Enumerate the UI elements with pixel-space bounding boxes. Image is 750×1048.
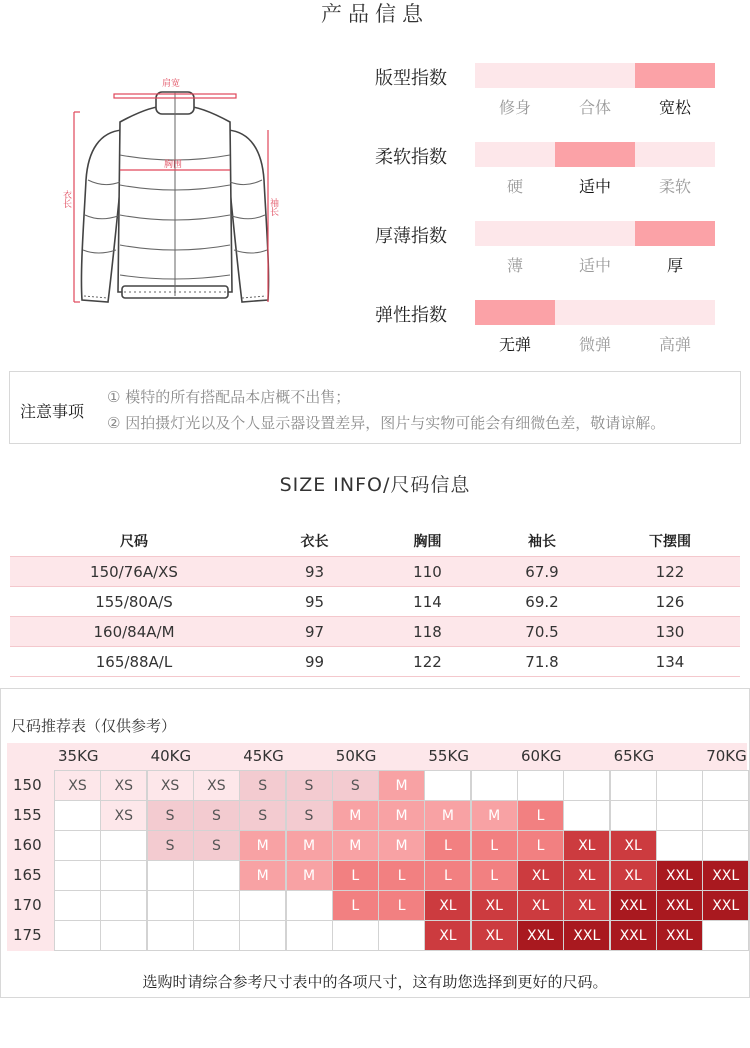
size-table-row — [10, 587, 740, 617]
size-cell — [193, 860, 240, 891]
size-table-header: 衣长 — [258, 526, 371, 557]
size-cell: L — [471, 830, 518, 861]
size-cell — [656, 770, 703, 801]
size-cell — [424, 770, 471, 801]
size-cell: M — [378, 830, 425, 861]
size-cell: M — [239, 860, 286, 891]
size-cell: M — [286, 830, 333, 861]
size-cell — [286, 890, 333, 921]
size-cell: L — [424, 860, 471, 891]
size-cell — [193, 920, 240, 951]
size-cell — [147, 920, 194, 951]
size-cell: L — [332, 860, 379, 891]
size-cell: L — [378, 860, 425, 891]
height-label: 175 — [13, 926, 42, 944]
index-bar-fill — [475, 300, 555, 325]
recommendation-title: 尺码推荐表（仅供参考） — [11, 717, 177, 735]
size-cell — [702, 800, 749, 831]
size-cell: XXL — [563, 920, 610, 951]
size-cell: S — [332, 770, 379, 801]
size-table-cell: 122 — [600, 557, 740, 587]
index-option: 柔软 — [658, 177, 691, 196]
weight-label: 50KG — [335, 747, 377, 765]
size-cell: XXL — [610, 920, 657, 951]
size-cell — [239, 920, 286, 951]
size-table-header: 袖长 — [484, 526, 600, 557]
size-cell — [54, 890, 101, 921]
height-label: 155 — [13, 806, 42, 824]
height-label: 160 — [13, 836, 42, 854]
index-option: 无弹 — [498, 335, 531, 354]
size-cell: XXL — [656, 920, 703, 951]
index-label: 柔软指数 — [375, 147, 447, 168]
size-cell: XL — [424, 920, 471, 951]
index-bar-fill — [555, 142, 635, 167]
size-table-cell: 155/80A/S — [10, 587, 258, 617]
size-table-cell: 99 — [258, 647, 371, 677]
index-options — [475, 332, 715, 355]
size-cell: XS — [100, 770, 147, 801]
size-cell — [100, 890, 147, 921]
size-cell — [286, 920, 333, 951]
size-table-cell: 97 — [258, 617, 371, 647]
index-option: 适中 — [578, 256, 611, 275]
size-cell — [54, 860, 101, 891]
size-table-cell: 134 — [600, 647, 740, 677]
size-table-cell: 126 — [600, 587, 740, 617]
size-cell — [656, 800, 703, 831]
size-cell — [239, 890, 286, 921]
size-cell — [54, 920, 101, 951]
index-option: 合体 — [578, 98, 611, 117]
size-table-cell: 67.9 — [484, 557, 600, 587]
size-cell — [147, 860, 194, 891]
size-table-cell: 93 — [258, 557, 371, 587]
size-cell: M — [239, 830, 286, 861]
index-bar — [475, 221, 715, 246]
size-cell: M — [286, 860, 333, 891]
size-table-cell: 71.8 — [484, 647, 600, 677]
size-cell — [702, 830, 749, 861]
size-cell: XL — [610, 830, 657, 861]
index-bar — [475, 300, 715, 325]
weight-label: 60KG — [521, 747, 562, 765]
size-cell: S — [193, 800, 240, 831]
size-cell: XL — [563, 830, 610, 861]
size-cell: S — [239, 800, 286, 831]
size-cell — [471, 770, 518, 801]
size-cell: XL — [563, 860, 610, 891]
index-option: 薄 — [506, 256, 523, 275]
size-cell — [702, 920, 749, 951]
weight-label: 45KG — [243, 747, 284, 765]
size-table-cell: 122 — [371, 647, 484, 677]
size-cell: XS — [147, 770, 194, 801]
size-cell — [54, 830, 101, 861]
page-title: 产品信息 — [321, 2, 429, 26]
size-cell: M — [471, 800, 518, 831]
index-bar-fill — [635, 63, 715, 88]
size-recommendation — [0, 688, 750, 998]
size-table-cell: 69.2 — [484, 587, 600, 617]
weight-label: 70KG — [706, 747, 747, 765]
index-label: 版型指数 — [375, 68, 447, 89]
size-cell — [563, 800, 610, 831]
size-cell — [610, 770, 657, 801]
size-cell — [100, 830, 147, 861]
size-table-row — [10, 647, 740, 677]
size-cell: M — [332, 800, 379, 831]
size-cell: L — [424, 830, 471, 861]
size-cell: L — [332, 890, 379, 921]
size-cell: S — [147, 800, 194, 831]
size-cell: L — [378, 890, 425, 921]
size-table-cell: 165/88A/L — [10, 647, 258, 677]
size-table — [10, 526, 740, 677]
index-option: 适中 — [578, 177, 611, 196]
size-cell: M — [332, 830, 379, 861]
weight-label: 35KG — [58, 747, 99, 765]
index-bar — [475, 142, 715, 167]
index-option: 高弹 — [658, 335, 691, 354]
weight-label: 40KG — [150, 747, 192, 765]
index-bar — [475, 63, 715, 88]
size-info-title: SIZE INFO/尺码信息 — [279, 474, 471, 496]
index-option: 微弹 — [578, 335, 611, 354]
size-cell — [610, 800, 657, 831]
size-cell: XL — [563, 890, 610, 921]
height-label: 150 — [13, 776, 42, 794]
size-cell: S — [147, 830, 194, 861]
size-cell: XL — [517, 860, 564, 891]
recommendation-footer: 选购时请综合参考尺寸表中的各项尺寸，这有助您选择到更好的尺码。 — [142, 973, 608, 991]
size-table-cell: 150/76A/XS — [10, 557, 258, 587]
weight-label: 55KG — [428, 747, 469, 765]
notice-line-1: ① 模特的所有搭配品本店概不出售； — [107, 388, 351, 406]
chest-label: 胸围 — [163, 160, 183, 170]
jacket-measurement-diagram — [60, 70, 290, 310]
size-cell: XL — [424, 890, 471, 921]
index-options — [475, 174, 715, 197]
size-table-cell: 114 — [371, 587, 484, 617]
shoulder-label: 肩宽 — [161, 79, 181, 89]
index-label: 厚薄指数 — [375, 226, 447, 247]
index-options — [475, 95, 715, 118]
size-cell: XL — [471, 890, 518, 921]
index-option: 修身 — [498, 98, 531, 117]
size-cell — [100, 860, 147, 891]
notice-box — [9, 371, 741, 444]
size-table-cell: 70.5 — [484, 617, 600, 647]
size-table-row — [10, 557, 740, 587]
index-option: 宽松 — [658, 98, 691, 117]
size-cell — [54, 800, 101, 831]
size-cell — [332, 920, 379, 951]
size-cell: L — [517, 800, 564, 831]
size-cell — [147, 890, 194, 921]
size-table-header: 尺码 — [10, 526, 258, 557]
size-cell: XS — [193, 770, 240, 801]
size-cell: XXL — [702, 890, 749, 921]
sleeve-label: 袖长 — [268, 198, 278, 216]
notice-line-2: ② 因拍摄灯光以及个人显示器设置差异，图片与实物可能会有细微色差，敬请谅解。 — [107, 414, 666, 432]
size-cell: XS — [54, 770, 101, 801]
size-cell — [656, 830, 703, 861]
size-cell: L — [471, 860, 518, 891]
size-cell — [193, 890, 240, 921]
size-table-header: 下摆围 — [600, 526, 740, 557]
size-cell: XL — [610, 860, 657, 891]
size-cell: S — [193, 830, 240, 861]
size-cell — [100, 920, 147, 951]
size-cell: M — [378, 770, 425, 801]
weight-label: 65KG — [613, 747, 655, 765]
size-cell: XXL — [656, 860, 703, 891]
index-bar-fill — [635, 221, 715, 246]
index-options — [475, 253, 715, 276]
notice-title: 注意事项 — [20, 402, 85, 421]
size-table-cell: 118 — [371, 617, 484, 647]
size-table-row — [10, 617, 740, 647]
size-cell: XXL — [702, 860, 749, 891]
size-cell: XXL — [610, 890, 657, 921]
size-table-cell: 130 — [600, 617, 740, 647]
size-cell: XXL — [656, 890, 703, 921]
size-table-cell: 160/84A/M — [10, 617, 258, 647]
size-cell — [517, 770, 564, 801]
index-option: 硬 — [506, 177, 523, 196]
size-cell: M — [424, 800, 471, 831]
size-cell — [378, 920, 425, 951]
size-cell: XL — [471, 920, 518, 951]
size-cell: M — [378, 800, 425, 831]
size-table-cell: 110 — [371, 557, 484, 587]
height-label: 165 — [13, 866, 42, 884]
size-cell: S — [239, 770, 286, 801]
index-option: 厚 — [666, 256, 683, 275]
size-cell: XS — [100, 800, 147, 831]
size-cell — [563, 770, 610, 801]
height-label: 170 — [13, 896, 42, 914]
size-table-cell: 95 — [258, 587, 371, 617]
size-table-header: 胸围 — [371, 526, 484, 557]
size-cell: XXL — [517, 920, 564, 951]
size-cell: S — [286, 800, 333, 831]
size-cell — [702, 770, 749, 801]
size-cell: L — [517, 830, 564, 861]
index-label: 弹性指数 — [375, 305, 447, 326]
length-label: 衣长 — [61, 190, 71, 208]
size-cell: S — [286, 770, 333, 801]
size-cell: XL — [517, 890, 564, 921]
